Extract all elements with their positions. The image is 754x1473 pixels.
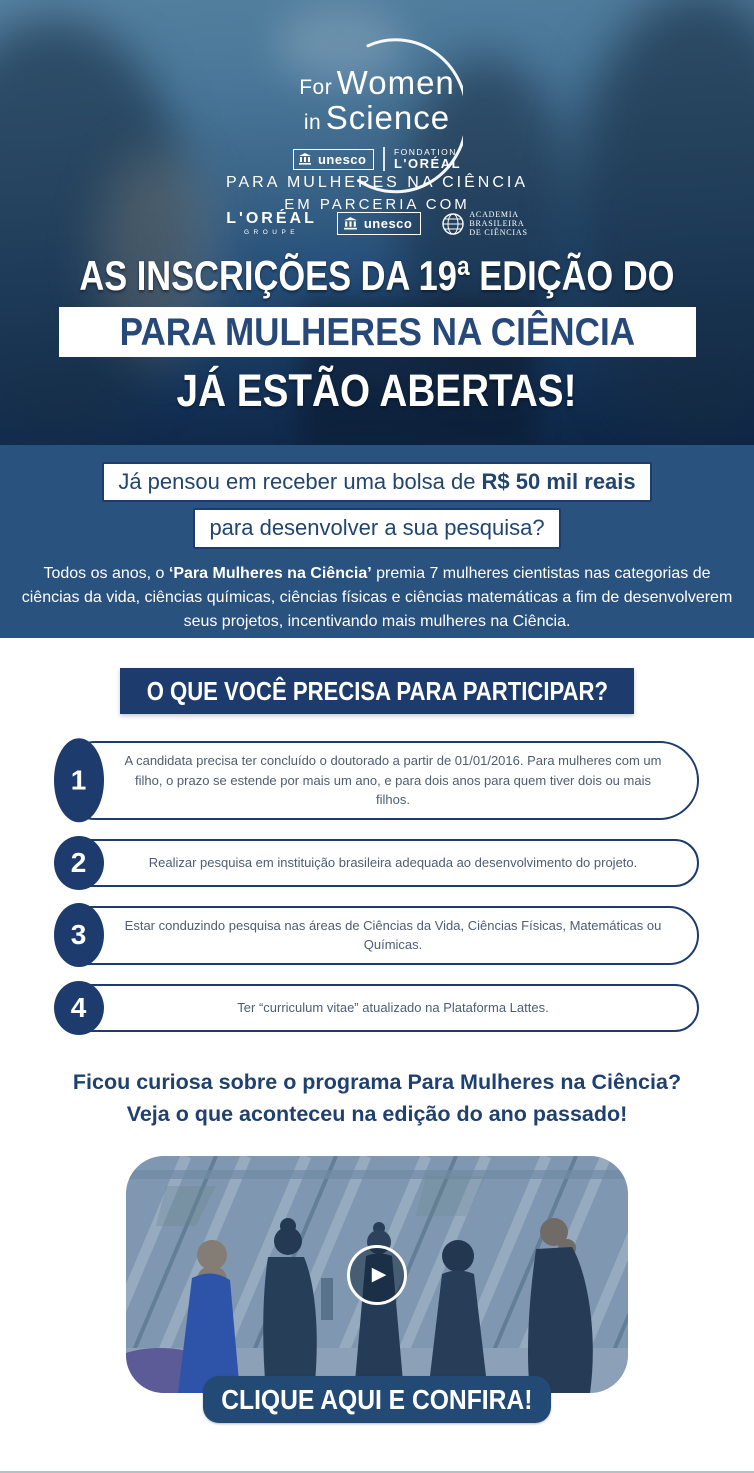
- offer-question-regular: Já pensou em receber uma bolsa de: [118, 469, 482, 494]
- loreal-name: L'ORÉAL: [226, 210, 317, 228]
- logo-partner-bar: [0, 147, 754, 171]
- cta-button[interactable]: [203, 1376, 551, 1423]
- requirement-item-3: [56, 906, 699, 965]
- loreal-groupe-logo: [226, 211, 317, 237]
- abc-label: [469, 210, 527, 238]
- offer-amount: R$ 50 mil reais: [481, 469, 636, 494]
- abc-line3: DE CIÊNCIAS: [469, 228, 528, 238]
- unesco-logo: [293, 149, 375, 170]
- headline-line3-text: JÁ ESTÃO ABERTAS!: [177, 365, 577, 417]
- requirement-number-badge: 4: [54, 981, 104, 1035]
- requirement-text: Realizar pesquisa em instituição brasileira adequada ao desenvolvimento do projeto.: [148, 854, 638, 870]
- offer-description-part2: premia 7 mulheres cientistas nas categorias de ciências da vida, ciências químicas, ciências físicas e ciências matemáticas a fim de desenvolverem seus projetos, incentivando mais mulheres na Ciência.: [21, 564, 733, 630]
- requirement-text: A candidata precisa ter concluído o doutorado a partir de 01/01/2016. Para mulheres com um filho, o prazo se estende por mais um ano, e para dois anos para quem tiver dois ou mais filhos.: [124, 753, 662, 807]
- unesco-logo-bottom: [337, 212, 422, 235]
- logo-word-in: in: [303, 110, 322, 134]
- requirement-number-badge: 1: [54, 739, 104, 823]
- main-headline: [0, 252, 754, 417]
- unesco-label-bottom: unesco: [363, 216, 413, 232]
- academia-brasileira-logo: [441, 210, 527, 238]
- hero-content: [0, 0, 754, 445]
- partner-logos-row: [0, 210, 754, 238]
- headline-highlight-bar: [59, 307, 696, 357]
- logo-word-science: Science: [325, 98, 451, 136]
- unesco-temple-icon: [343, 217, 358, 230]
- headline-line1-text: AS INSCRIÇÕES DA 19ª EDIÇÃO DO: [79, 252, 675, 299]
- unesco-label: unesco: [317, 151, 367, 167]
- video-thumbnail[interactable]: [126, 1156, 628, 1393]
- video-teaser-line2: Veja o que aconteceu na edição do ano passado!: [126, 1101, 628, 1126]
- video-cta-section: [0, 1066, 754, 1424]
- subtitle-line1: PARA MULHERES NA CIÊNCIA: [226, 174, 528, 191]
- play-button[interactable]: [347, 1245, 407, 1305]
- requirements-title-banner: [120, 668, 634, 714]
- logo-divider: [383, 147, 385, 171]
- requirement-number-badge: 2: [54, 836, 104, 890]
- abc-emblem-icon: [441, 212, 465, 236]
- cta-button-label: CLIQUE AQUI E CONFIRA!: [221, 1383, 533, 1415]
- headline-line3: [0, 365, 754, 417]
- offer-description-program-name: ‘Para Mulheres na Ciência’: [168, 564, 372, 582]
- headline-line1: [0, 254, 754, 298]
- offer-question-line1: [102, 462, 651, 502]
- video-teaser-line1: Ficou curiosa sobre o programa Para Mulheres na Ciência?: [72, 1069, 682, 1094]
- play-icon: ▶: [371, 1264, 387, 1285]
- requirements-title-text: O QUE VOCÊ PRECISA PARA PARTICIPAR?: [146, 675, 608, 706]
- requirement-item-2: [56, 839, 699, 887]
- requirement-text: Ter “curriculum vitae” atualizado na Plataforma Lattes.: [237, 999, 549, 1015]
- abc-line2: BRASILEIRA: [469, 219, 525, 229]
- fondation-line2: L'ORÉAL: [393, 155, 462, 171]
- requirement-item-1: [56, 741, 699, 820]
- logo-word-women: Women: [336, 64, 455, 101]
- partnership-subtitle: [0, 172, 754, 215]
- bottom-spacer: [0, 1423, 754, 1471]
- headline-line2-text: PARA MULHERES NA CIÊNCIA: [119, 310, 635, 354]
- logo-wordmark: [0, 30, 754, 135]
- offer-description-part1: Todos os anos, o: [43, 564, 169, 582]
- logo-word-for: For: [299, 76, 333, 99]
- requirement-text: Estar conduzindo pesquisa nas áreas de Ciências da Vida, Ciências Físicas, Matemáticas ou Químicas.: [124, 917, 662, 952]
- fondation-line1: FONDATION: [393, 147, 457, 157]
- unesco-temple-icon: [298, 153, 312, 165]
- requirement-number-badge: 3: [54, 903, 104, 967]
- requirement-item-4: [56, 984, 699, 1032]
- subtitle-line2: EM PARCERIA COM: [284, 196, 470, 214]
- offer-question-line2: para desenvolver a sua pesquisa?: [193, 508, 560, 548]
- requirements-list: [56, 741, 699, 1032]
- requirements-section: [0, 668, 754, 1032]
- video-teaser: [0, 1066, 754, 1131]
- loreal-sub: GROUPE: [243, 229, 300, 237]
- fondation-loreal-logo: [394, 148, 461, 171]
- hero-banner: [0, 0, 754, 445]
- abc-line1: ACADEMIA: [469, 210, 519, 219]
- offer-description: [21, 562, 733, 634]
- grant-offer-section: [0, 445, 754, 638]
